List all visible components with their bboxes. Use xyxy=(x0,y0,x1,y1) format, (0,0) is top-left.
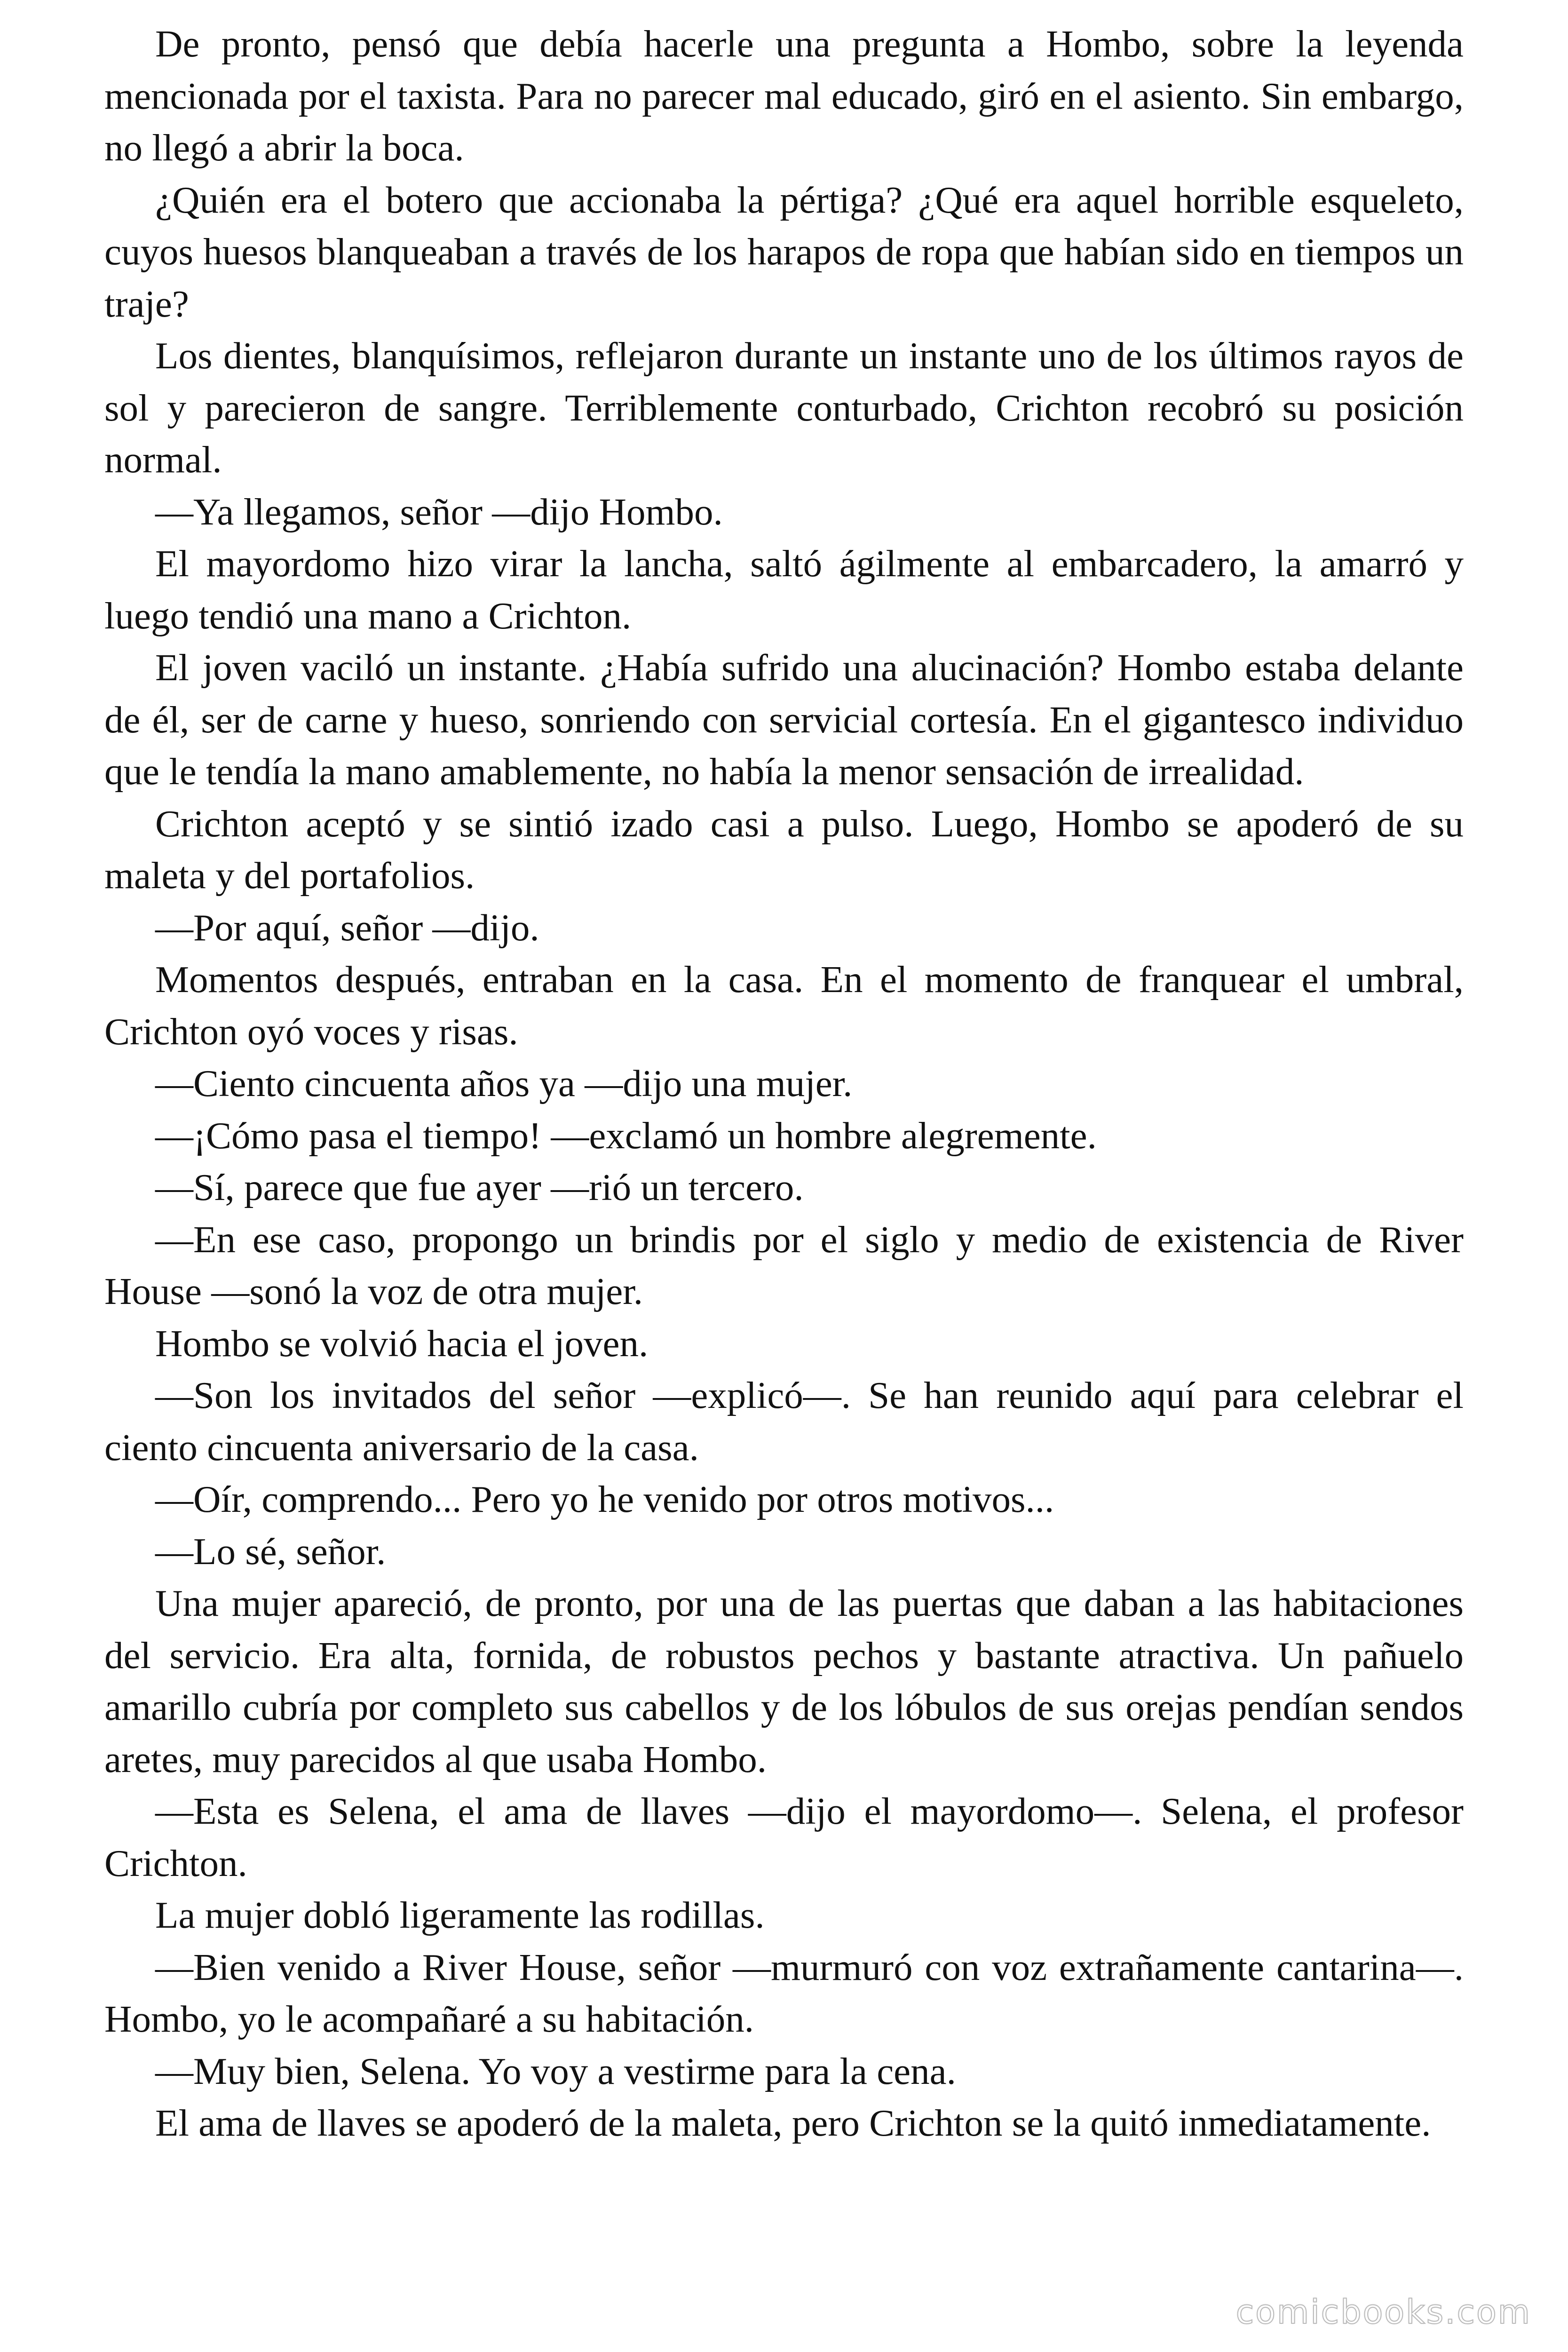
paragraph: Los dientes, blanquísimos, reflejaron durante un instante uno de los últimos rayos de sol y parecieron de sangre. Terriblemente conturbado, Crichton recobró su posición normal. xyxy=(104,334,1464,481)
paragraph: —Bien venido a River House, señor —murmuró con voz extrañamente cantarina—. Hombo, yo le acompañaré a su habitación. xyxy=(104,1946,1464,2040)
paragraph: La mujer dobló ligeramente las rodillas. xyxy=(155,1894,765,1936)
paragraph: —Lo sé, señor. xyxy=(155,1530,386,1573)
book-page xyxy=(104,18,1464,2299)
paragraph: —Son los invitados del señor —explicó—. Se han reunido aquí para celebrar el ciento cincuenta aniversario de la casa. xyxy=(104,1374,1464,1469)
paragraph: —Muy bien, Selena. Yo voy a vestirme para la cena. xyxy=(155,2050,956,2092)
paragraph: De pronto, pensó que debía hacerle una pregunta a Hombo, sobre la leyenda mencionada por el taxista. Para no parecer mal educado, giró en el asiento. Sin embargo, no llegó a abrir la boca. xyxy=(104,23,1464,169)
paragraph: El ama de llaves se apoderó de la maleta, pero Crichton se la quitó inmediatamente. xyxy=(155,2102,1431,2144)
paragraph: Crichton aceptó y se sintió izado casi a pulso. Luego, Hombo se apoderó de su maleta y del portafolios. xyxy=(104,802,1464,897)
paragraph: Momentos después, entraban en la casa. En el momento de franquear el umbral, Crichton oyó voces y risas. xyxy=(104,958,1464,1053)
paragraph: —Esta es Selena, el ama de llaves —dijo el mayordomo—. Selena, el profesor Crichton. xyxy=(104,1790,1464,1884)
paragraph: —Ciento cincuenta años ya —dijo una mujer. xyxy=(155,1062,853,1104)
paragraph: Una mujer apareció, de pronto, por una de las puertas que daban a las habitaciones del servicio. Era alta, fornida, de robustos pechos y bastante atractiva. Un pañuelo amarillo cubría por completo sus cabellos y de los lóbulos de sus orejas pendían sendos aretes, muy parecidos al que usaba Hombo. xyxy=(104,1582,1464,1780)
paragraph: ¿Quién era el botero que accionaba la pértiga? ¿Qué era aquel horrible esqueleto, cuyos huesos blanqueaban a través de los harapos de ropa que habían sido en tiempos un traje? xyxy=(104,178,1464,325)
paragraph: —Oír, comprendo... Pero yo he venido por otros motivos... xyxy=(155,1478,1054,1520)
paragraph: —Ya llegamos, señor —dijo Hombo. xyxy=(155,490,723,533)
watermark: comicbooks.com xyxy=(1235,2293,1531,2331)
paragraph: —En ese caso, propongo un brindis por el siglo y medio de existencia de River House —sonó la voz de otra mujer. xyxy=(104,1218,1464,1312)
paragraph: —Sí, parece que fue ayer —rió un tercero. xyxy=(155,1166,804,1208)
paragraph: El mayordomo hizo virar la lancha, saltó ágilmente al embarcadero, la amarró y luego tendió una mano a Crichton. xyxy=(104,542,1464,637)
paragraph: El joven vaciló un instante. ¿Había sufrido una alucinación? Hombo estaba delante de él, ser de carne y hueso, sonriendo con servicial cortesía. En el gigantesco individuo que le tendía la mano amablemente, no había la menor sensación de irrealidad. xyxy=(104,646,1464,793)
paragraph: —Por aquí, señor —dijo. xyxy=(155,906,539,949)
paragraph: Hombo se volvió hacia el joven. xyxy=(155,1322,649,1365)
paragraph: —¡Cómo pasa el tiempo! —exclamó un hombre alegremente. xyxy=(155,1114,1097,1157)
